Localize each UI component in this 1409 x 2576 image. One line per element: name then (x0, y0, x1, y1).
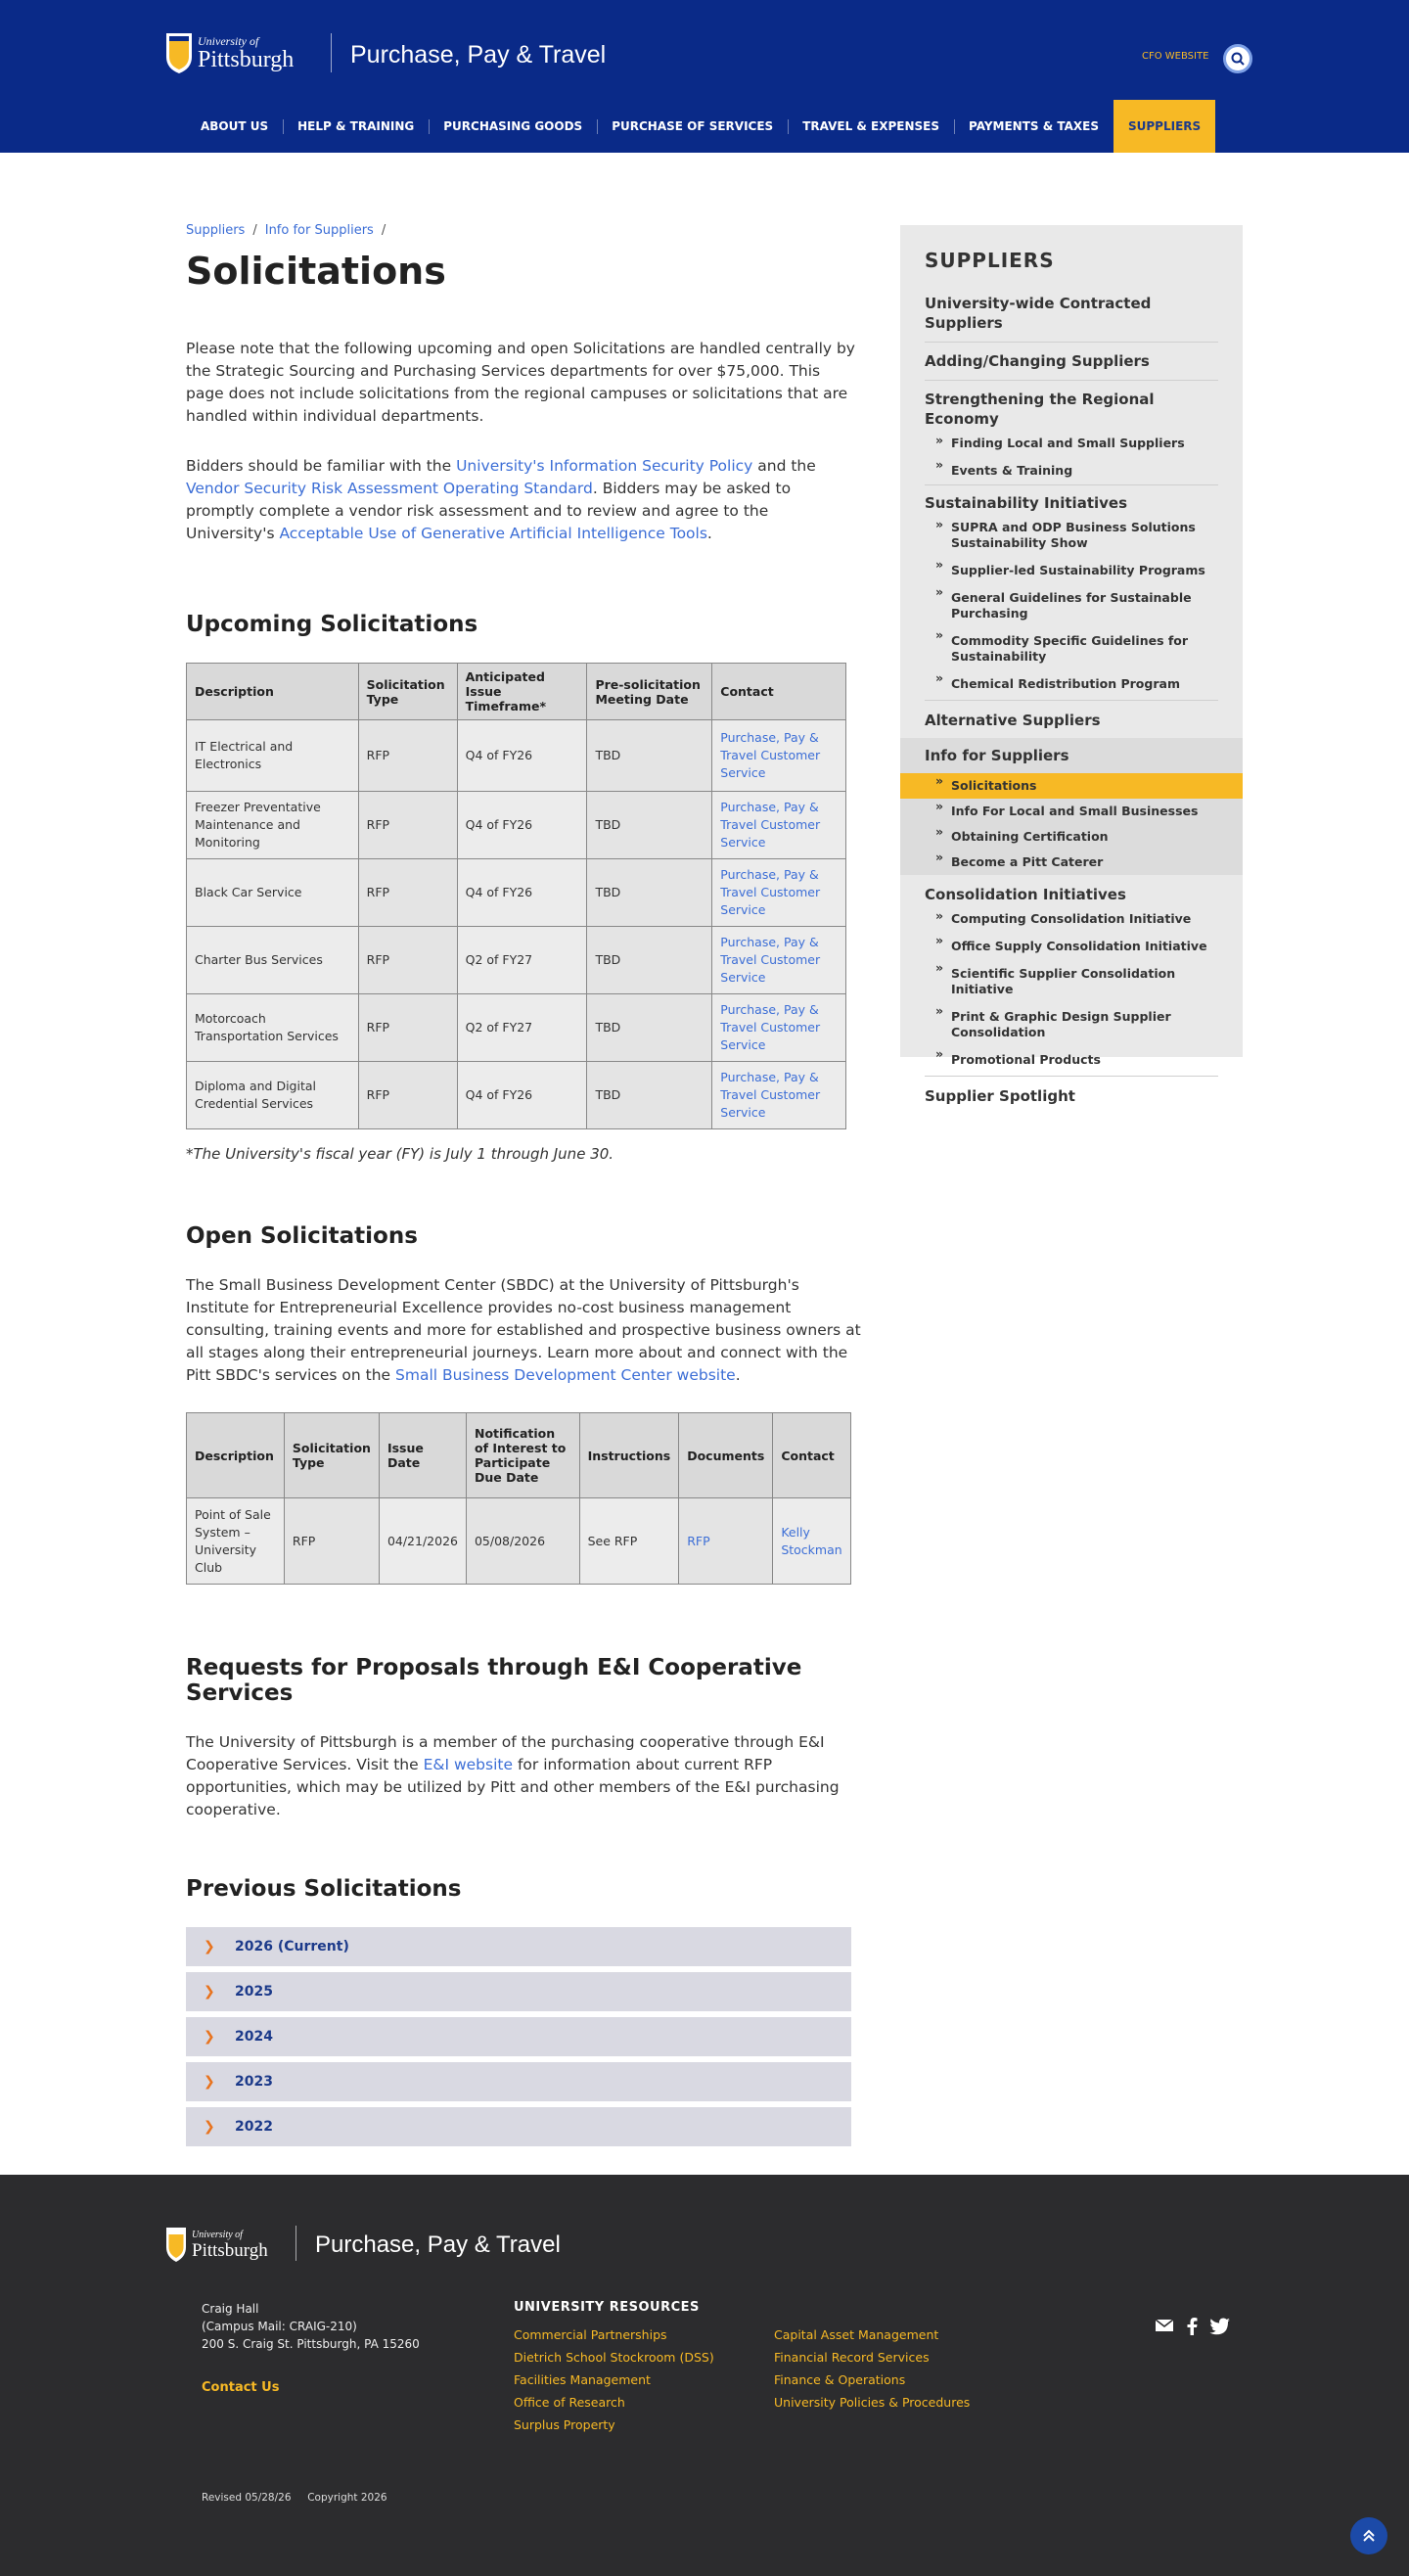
sidebar-item-promotional-products[interactable]: » Promotional Products (900, 1046, 1243, 1076)
ei-text: The University of Pittsburgh is a member of the purchasing cooperative through E&I Cooperative Services. Visit the (186, 1733, 825, 1773)
svg-text:Pittsburgh: Pittsburgh (192, 2240, 268, 2261)
sidebar-title: SUPPLIERS (925, 249, 1055, 272)
address-line: Craig Hall (202, 2302, 259, 2316)
breadcrumb-info-for-suppliers[interactable]: Info for Suppliers (264, 223, 374, 238)
footer-site-title[interactable]: Purchase, Pay & Travel (315, 2231, 561, 2258)
info-security-policy-link[interactable]: University's Information Security Policy (456, 457, 753, 475)
column-header: Contact (773, 1413, 851, 1498)
accordion-item-2022[interactable] (186, 2107, 851, 2146)
rfp-document-link[interactable]: RFP (687, 1533, 710, 1548)
resource-link[interactable]: Facilities Management (514, 2372, 651, 2387)
revised-date: Revised 05/28/26 (202, 2492, 292, 2504)
sidebar-item-general-guidelines[interactable]: » General Guidelines for Sustainable Purchasing (900, 584, 1243, 627)
sidebar-item-chemical-redistribution[interactable]: » Chemical Redistribution Program (900, 670, 1243, 700)
cell-description: Diploma and Digital Credential Services (187, 1062, 359, 1129)
footer-address (202, 2300, 420, 2353)
sidebar-item-supplier-led[interactable]: » Supplier-led Sustainability Programs (900, 557, 1243, 584)
resources-title: UNIVERSITY RESOURCES (514, 2300, 700, 2315)
sidebar-item-obtaining-certification[interactable]: » Obtaining Certification (900, 824, 1243, 850)
column-header: Solicitation Type (284, 1413, 379, 1498)
svg-text:Pittsburgh: Pittsburgh (198, 47, 295, 72)
contact-us-link[interactable]: Contact Us (202, 2380, 280, 2395)
sbdc-website-link[interactable]: Small Business Development Center website (395, 1366, 736, 1384)
table-header-row (187, 1413, 851, 1498)
table-row (187, 859, 846, 927)
contact-link[interactable]: Purchase, Pay & Travel Customer Service (720, 867, 821, 917)
cell-timeframe: Q2 of FY27 (457, 994, 587, 1062)
sidebar-item-adding-changing[interactable]: Adding/Changing Suppliers (925, 352, 1150, 370)
cell-due-date: 05/08/2026 (466, 1498, 579, 1585)
open-heading: Open Solicitations (186, 1223, 418, 1249)
sidebar-item-regional-economy[interactable]: Strengthening the Regional Economy (925, 391, 1155, 428)
cell-instructions: See RFP (579, 1498, 679, 1585)
address-line: 200 S. Craig St. Pittsburgh, PA 15260 (202, 2337, 420, 2351)
ei-heading: Requests for Proposals through E&I Cooperative Services (186, 1655, 802, 1706)
resources-column-2 (774, 2323, 970, 2414)
contact-link[interactable]: Purchase, Pay & Travel Customer Service (720, 730, 821, 780)
ei-paragraph (186, 1731, 861, 1821)
bidders-text: and the (752, 457, 816, 475)
ei-website-link[interactable]: E&I website (423, 1756, 514, 1773)
chevron-down-icon: ❯ (204, 1984, 215, 2000)
address-line: (Campus Mail: CRAIG-210) (202, 2320, 357, 2333)
university-logo[interactable] (164, 27, 311, 74)
sidebar-item-pitt-caterer[interactable]: » Become a Pitt Caterer (900, 850, 1243, 875)
ai-tools-link[interactable]: Acceptable Use of Generative Artificial Intelligence Tools (279, 525, 707, 542)
cell-type: RFP (358, 720, 457, 792)
sidebar-item-events-training[interactable]: » Events & Training (900, 457, 1243, 484)
contact-link[interactable]: Kelly Stockman (781, 1524, 842, 1557)
contact-link[interactable]: Purchase, Pay & Travel Customer Service (720, 935, 821, 985)
email-icon[interactable] (1155, 2318, 1174, 2333)
bidders-text: . (706, 525, 712, 542)
main-nav (186, 100, 1215, 153)
column-header: Contact (712, 664, 846, 720)
sidebar-nav (900, 294, 1243, 1114)
fiscal-year-note: *The University's fiscal year (FY) is July 1 through June 30. (186, 1145, 614, 1163)
sidebar (900, 225, 1243, 1105)
resource-link[interactable]: Commercial Partnerships (514, 2327, 667, 2342)
accordion-item-2026[interactable] (186, 1927, 851, 1966)
sidebar-item-consolidation[interactable]: Consolidation Initiatives (925, 886, 1126, 903)
column-header: Documents (679, 1413, 773, 1498)
table-row (187, 720, 846, 792)
previous-accordion (186, 1927, 851, 2146)
svg-text:University of: University of (198, 34, 259, 48)
cell-timeframe: Q4 of FY26 (457, 792, 587, 859)
footer-bottom (202, 2492, 387, 2504)
column-header: Instructions (579, 1413, 679, 1498)
sidebar-item-computing-consolidation[interactable]: » Computing Consolidation Initiative (900, 908, 1243, 933)
cell-meeting: TBD (587, 859, 712, 927)
column-header: Description (187, 664, 359, 720)
sidebar-item-supra-odp[interactable]: » SUPRA and ODP Business Solutions Sustainability Show (900, 517, 1243, 557)
previous-heading: Previous Solicitations (186, 1876, 462, 1902)
cell-type: RFP (358, 994, 457, 1062)
twitter-icon[interactable] (1209, 2318, 1231, 2335)
breadcrumb: Suppliers / Info for Suppliers / (186, 223, 386, 238)
sidebar-item-solicitations[interactable]: » Solicitations (900, 773, 1243, 799)
accordion-label: 2023 (235, 2074, 273, 2090)
cell-meeting: TBD (587, 1062, 712, 1129)
nav-suppliers[interactable]: SUPPLIERS (1114, 100, 1215, 153)
content-column (186, 223, 861, 2152)
cell-type: RFP (284, 1498, 379, 1585)
resource-link[interactable]: Financial Record Services (774, 2350, 930, 2365)
chevron-down-icon: ❯ (204, 2029, 215, 2045)
nav-purchase-of-services[interactable]: PURCHASE OF SERVICES (597, 100, 788, 153)
table-row (187, 1498, 851, 1585)
contact-link[interactable]: Purchase, Pay & Travel Customer Service (720, 800, 821, 850)
cell-meeting: TBD (587, 720, 712, 792)
column-header: Issue Date (379, 1413, 466, 1498)
resource-link[interactable]: Finance & Operations (774, 2372, 906, 2387)
sidebar-item-supplier-spotlight[interactable]: Supplier Spotlight (925, 1087, 1075, 1105)
bidders-text: . Bidders may be asked to promptly complete a vendor risk assessment and to review and agree to the University's (186, 480, 792, 542)
cell-type: RFP (358, 859, 457, 927)
cell-meeting: TBD (587, 792, 712, 859)
intro-paragraph: Please note that the following upcoming and open Solicitations are handled centrally by the Strategic Sourcing and Purchasing Services departments for over $75,000. This page does not include solicitations from the regional campuses or solicitations that are handled within individual departments. (186, 340, 855, 425)
column-header: Solicitation Type (358, 664, 457, 720)
cell-meeting: TBD (587, 927, 712, 994)
page-title: Solicitations (186, 250, 446, 293)
logo-divider (295, 2226, 296, 2261)
sidebar-item-local-small-suppliers[interactable]: » Finding Local and Small Suppliers (900, 433, 1243, 457)
cell-timeframe: Q4 of FY26 (457, 720, 587, 792)
resource-link[interactable]: Surplus Property (514, 2417, 615, 2432)
nav-about-us[interactable]: ABOUT US (201, 119, 269, 133)
table-header-row (187, 664, 846, 720)
sidebar-item-info-for-suppliers[interactable]: Info for Suppliers (900, 738, 1243, 773)
column-header: Notification of Interest to Participate Due Date (466, 1413, 579, 1498)
contact-link[interactable]: Purchase, Pay & Travel Customer Service (720, 1002, 821, 1052)
cell-type: RFP (358, 1062, 457, 1129)
ei-text: for information about current RFP opportunities, which may be utilized by Pitt and other members of the E&I purchasing cooperative. (186, 1756, 840, 1818)
cell-issue-date: 04/21/2026 (379, 1498, 466, 1585)
resources-column-1 (514, 2323, 714, 2436)
facebook-icon[interactable] (1186, 2318, 1198, 2335)
site-footer (0, 2175, 1409, 2576)
cell-timeframe: Q4 of FY26 (457, 859, 587, 927)
cell-description: Charter Bus Services (187, 927, 359, 994)
open-paragraph (186, 1274, 861, 1387)
cell-description: Freezer Preventative Maintenance and Monitoring (187, 792, 359, 859)
nav-purchasing-goods[interactable]: PURCHASING GOODS (429, 100, 597, 153)
logo-divider (331, 33, 332, 72)
sidebar-item-contracted-suppliers[interactable]: University-wide Contracted Suppliers (925, 295, 1152, 332)
cell-meeting: TBD (587, 994, 712, 1062)
sidebar-item-scientific-supplier[interactable]: » Scientific Supplier Consolidation Initiative (900, 960, 1243, 1003)
accordion-label: 2022 (235, 2119, 273, 2135)
svg-text:University of: University of (192, 2230, 243, 2240)
bidders-text: Bidders should be familiar with the (186, 457, 457, 475)
upcoming-table (186, 663, 846, 1129)
column-header: Anticipated Issue Timeframe* (457, 664, 587, 720)
table-row (187, 927, 846, 994)
university-logo[interactable] (164, 2224, 282, 2263)
accordion-label: 2025 (235, 1984, 273, 2000)
nav-travel-expenses[interactable]: TRAVEL & EXPENSES (788, 100, 954, 153)
cell-type: RFP (358, 792, 457, 859)
cell-timeframe: Q2 of FY27 (457, 927, 587, 994)
open-table (186, 1412, 851, 1585)
bidders-paragraph (186, 455, 861, 545)
cfo-website-link[interactable]: CFO WEBSITE (1142, 51, 1209, 62)
site-header (0, 0, 1409, 153)
table-row (187, 1062, 846, 1129)
breadcrumb-suppliers[interactable]: Suppliers (186, 223, 246, 238)
back-to-top-button[interactable] (1350, 2517, 1387, 2554)
chevron-down-icon: ❯ (204, 2074, 215, 2090)
accordion-item-2023[interactable] (186, 2062, 851, 2101)
cell-description: Motorcoach Transportation Services (187, 994, 359, 1062)
search-button[interactable] (1223, 44, 1252, 73)
cell-description: Point of Sale System – University Club (187, 1498, 285, 1585)
sidebar-item-local-small-businesses[interactable]: » Info For Local and Small Businesses (900, 799, 1243, 824)
cell-type: RFP (358, 927, 457, 994)
accordion-item-2024[interactable] (186, 2017, 851, 2056)
search-icon (1231, 52, 1245, 66)
double-chevron-up-icon (1362, 2529, 1376, 2543)
chevron-down-icon: ❯ (204, 1939, 215, 1955)
column-header: Pre-solicitation Meeting Date (587, 664, 712, 720)
accordion-label: 2026 (Current) (235, 1939, 349, 1955)
sidebar-item-commodity-guidelines[interactable]: » Commodity Specific Guidelines for Sustainability (900, 627, 1243, 670)
cell-timeframe: Q4 of FY26 (457, 1062, 587, 1129)
resource-link[interactable]: Capital Asset Management (774, 2327, 939, 2342)
sidebar-item-sustainability[interactable]: Sustainability Initiatives (925, 494, 1128, 512)
table-row (187, 994, 846, 1062)
resource-link[interactable]: Dietrich School Stockroom (DSS) (514, 2350, 714, 2365)
main-content-area (0, 153, 1409, 2175)
chevron-down-icon: ❯ (204, 2119, 215, 2135)
cell-description: Black Car Service (187, 859, 359, 927)
contact-link[interactable]: Purchase, Pay & Travel Customer Service (720, 1070, 821, 1120)
nav-help-training[interactable]: HELP & TRAINING (283, 100, 429, 153)
sidebar-item-alternative-suppliers[interactable]: Alternative Suppliers (925, 712, 1101, 729)
cell-description: IT Electrical and Electronics (187, 720, 359, 792)
sidebar-item-office-supply[interactable]: » Office Supply Consolidation Initiative (900, 933, 1243, 960)
nav-payments-taxes[interactable]: PAYMENTS & TAXES (954, 100, 1114, 153)
open-text: The Small Business Development Center (SBDC) at the University of Pittsburgh's Institute for Entrepreneurial Excellence provides no-cost business management consulting, training events and more for established and prospective business owners at all stages along their entrepreneurial journeys. Learn more about and connect with the Pitt SBDC's services on the (186, 1276, 861, 1384)
accordion-label: 2024 (235, 2029, 273, 2045)
sidebar-item-print-graphic[interactable]: » Print & Graphic Design Supplier Consolidation (900, 1003, 1243, 1046)
site-title[interactable]: Purchase, Pay & Travel (350, 41, 607, 69)
accordion-item-2025[interactable] (186, 1972, 851, 2011)
copyright: Copyright 2026 (307, 2492, 387, 2504)
vendor-security-link[interactable]: Vendor Security Risk Assessment Operating Standard (186, 480, 593, 497)
table-row (187, 792, 846, 859)
column-header: Description (187, 1413, 285, 1498)
resource-link[interactable]: Office of Research (514, 2395, 625, 2410)
resource-link[interactable]: University Policies & Procedures (774, 2395, 971, 2410)
social-links (1155, 2318, 1231, 2335)
upcoming-heading: Upcoming Solicitations (186, 612, 478, 637)
open-text-end: . (735, 1366, 741, 1384)
